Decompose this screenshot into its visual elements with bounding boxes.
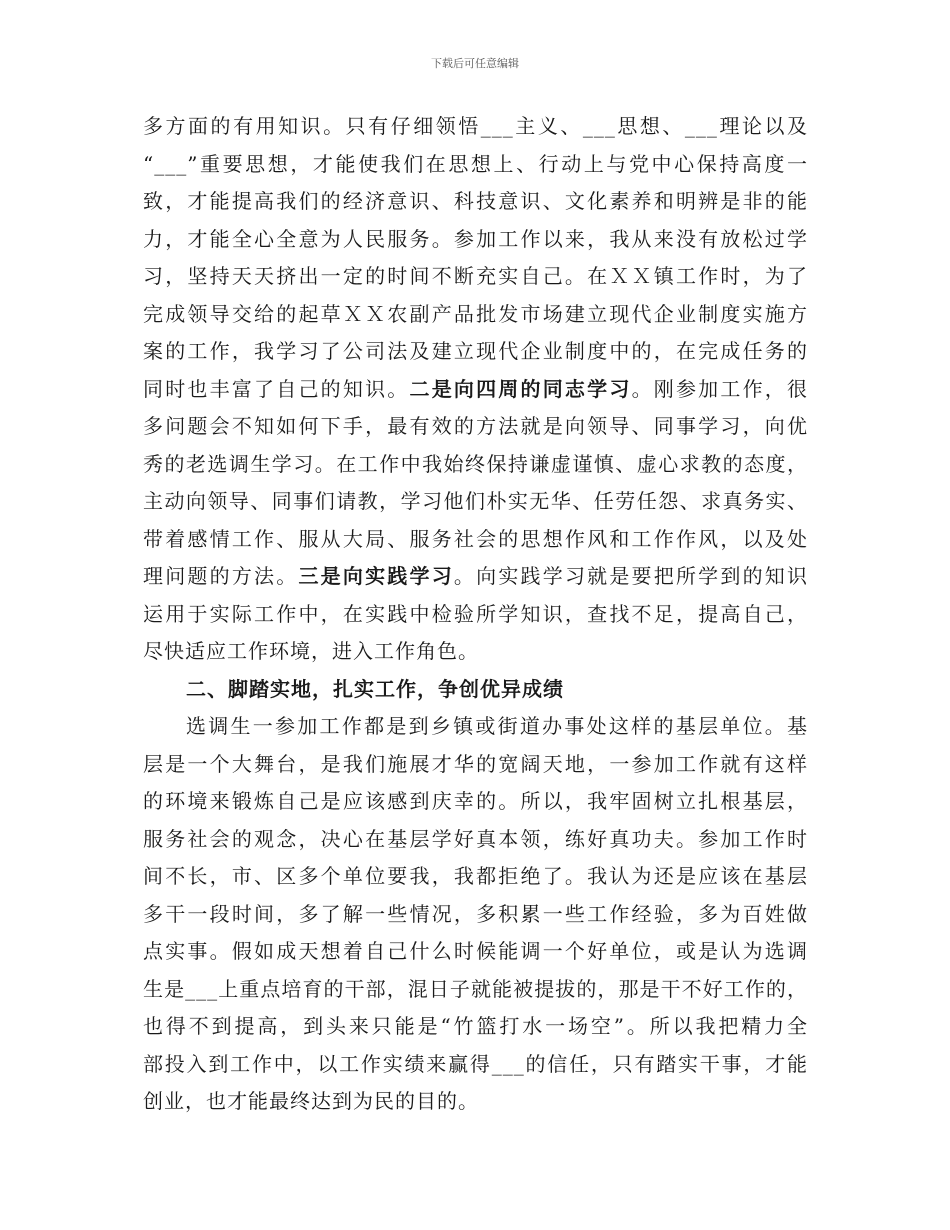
text-line	[143, 258, 808, 296]
text-line	[143, 596, 808, 634]
text-segment: 理问题的方法。	[143, 564, 299, 588]
text-segment: 运用于实际工作中，在实践中检验所学知识，查找不足，提高自己，	[143, 601, 808, 626]
text-segment: 二、脚踏实地，扎实工作，争创优异成绩	[186, 676, 564, 701]
text-line	[143, 558, 808, 596]
text-segment: 完成领导交给的起草ＸＸ农副产品批发市场建立现代企业制度实施方	[143, 301, 808, 326]
text-segment: 案的工作，我学习了公司法及建立现代企业制度中的，在完成任务的	[143, 339, 808, 363]
text-line	[143, 333, 808, 371]
text-line	[143, 633, 808, 671]
text-line	[143, 1008, 808, 1046]
text-segment: 创业，也才能最终达到为民的目的。	[143, 1089, 479, 1113]
text-line	[143, 108, 808, 146]
text-line	[143, 296, 808, 334]
text-segment: 主动向领导、同事们请教，学习他们朴实无华、任劳任怨、求真务实、	[143, 489, 808, 513]
text-line	[143, 971, 808, 1009]
text-line	[143, 183, 808, 221]
text-segment: 服务社会的观念，决心在基层学好真本领，练好真功夫。参加工作时	[143, 826, 808, 851]
section-heading	[143, 671, 808, 709]
bold-phrase: 二是向四周的同志学习	[409, 376, 632, 401]
text-segment: 力，才能全心全意为人民服务。参加工作以来，我从来没有放松过学	[143, 226, 808, 251]
page-header: 下载后可任意编辑	[431, 57, 519, 70]
text-segment: 层是一个大舞台，是我们施展才华的宽阔天地，一参加工作就有这样	[143, 751, 808, 776]
text-segment: 尽快适应工作环境，进入工作角色。	[143, 639, 479, 663]
text-line	[143, 371, 808, 409]
text-line	[143, 221, 808, 259]
text-segment: 致，才能提高我们的经济意识、科技意识、文化素养和明辨是非的能	[143, 189, 808, 213]
text-line	[143, 146, 808, 184]
text-segment: 多问题会不知如何下手，最有效的方法就是向领导、同事学习，向优	[143, 414, 808, 438]
text-segment: 习，坚持天天挤出一定的时间不断充实自己。在ＸＸ镇工作时，为了	[143, 264, 808, 288]
text-segment: 点实事。假如成天想着自己什么时候能调一个好单位，或是认为选调	[143, 939, 808, 963]
text-line	[143, 746, 808, 784]
text-segment: 部投入到工作中，以工作实绩来赢得___的信任，只有踏实干事，才能	[143, 1051, 808, 1076]
text-line	[143, 483, 808, 521]
text-segment: 。刚参加工作，很	[631, 376, 808, 401]
text-line	[143, 521, 808, 559]
text-segment: “___”重要思想，才能使我们在思想上、行动上与党中心保持高度一	[143, 151, 808, 176]
text-line	[143, 446, 808, 484]
document-body	[143, 108, 808, 1121]
text-line	[143, 708, 808, 746]
text-segment: 间不长，市、区多个单位要我，我都拒绝了。我认为还是应该在基层	[143, 864, 808, 888]
text-line	[143, 1083, 808, 1121]
text-segment: 选调生一参加工作都是到乡镇或街道办事处这样的基层单位。基	[186, 714, 808, 738]
text-segment: 带着感情工作、服从大局、服务社会的思想作风和工作作风，以及处	[143, 526, 808, 551]
text-line	[143, 858, 808, 896]
text-segment: 。向实践学习就是要把所学到的知识	[453, 564, 808, 588]
text-segment: 多干一段时间，多了解一些情况，多积累一些工作经验，多为百姓做	[143, 901, 808, 926]
text-line	[143, 408, 808, 446]
text-line	[143, 933, 808, 971]
text-line	[143, 821, 808, 859]
text-line	[143, 783, 808, 821]
text-line	[143, 896, 808, 934]
text-segment: 多方面的有用知识。只有仔细领悟___主义、___思想、___理论以及	[143, 114, 808, 138]
text-segment: 生是___上重点培育的干部，混日子就能被提拔的，那是干不好工作的，	[143, 976, 808, 1001]
text-line	[143, 1046, 808, 1084]
bold-phrase: 三是向实践学习	[298, 564, 454, 588]
text-segment: 秀的老选调生学习。在工作中我始终保持谦虚谨慎、虚心求教的态度，	[143, 451, 808, 476]
text-segment: 也得不到提高，到头来只能是“竹篮打水一场空”。所以我把精力全	[143, 1014, 808, 1038]
text-segment: 同时也丰富了自己的知识。	[143, 376, 410, 401]
text-segment: 的环境来锻炼自己是应该感到庆幸的。所以，我牢固树立扎根基层，	[143, 789, 808, 813]
